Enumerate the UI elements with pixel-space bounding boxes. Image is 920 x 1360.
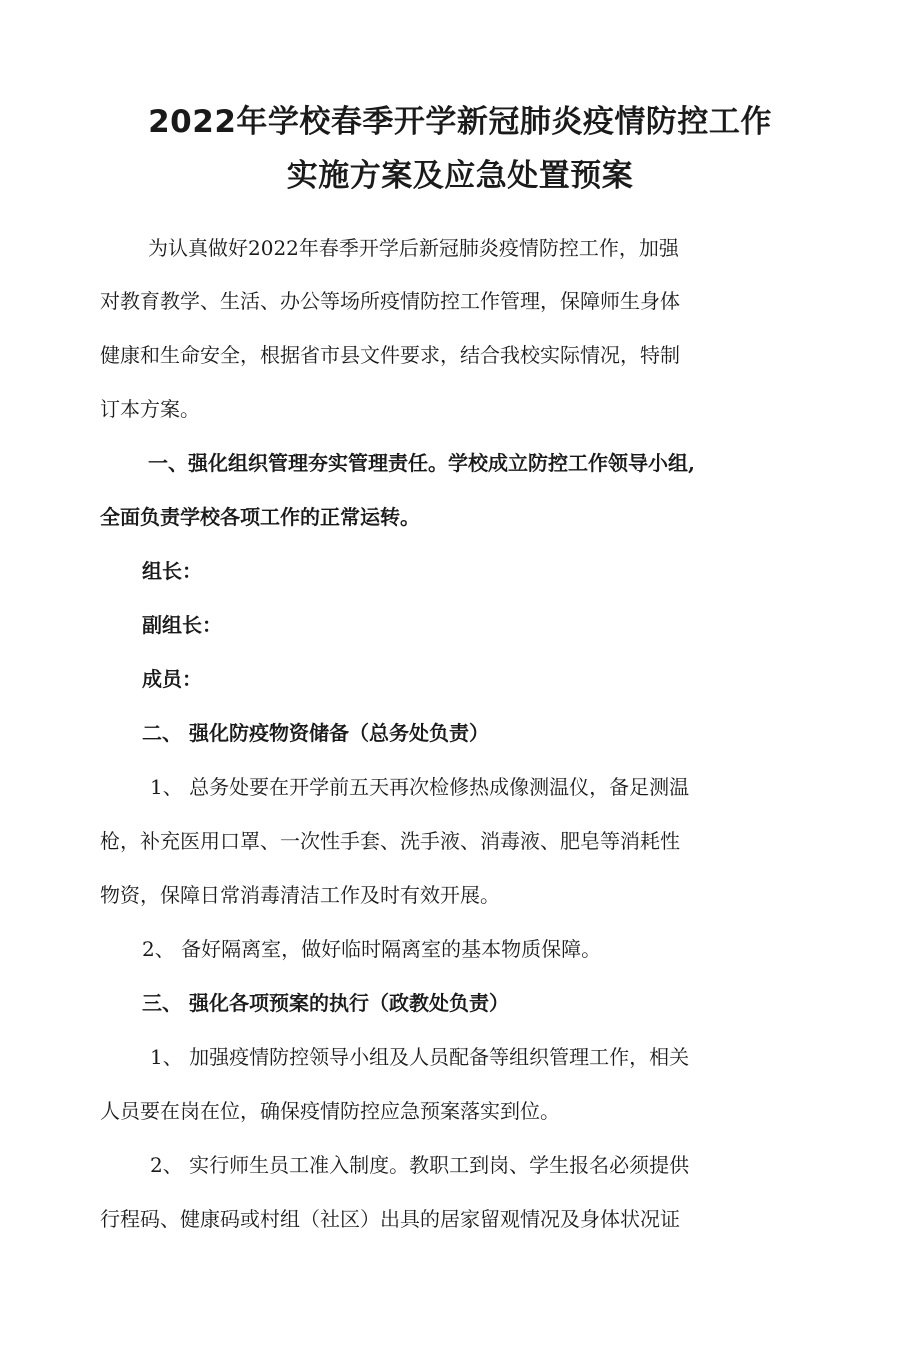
members-label: 成员：: [142, 667, 202, 691]
section3-item2-line-2: 行程码、健康码或村组（社区）出具的居家留观情况及身体状况证: [100, 1207, 680, 1231]
title-line-2: 实施方案及应急处置预案: [286, 158, 634, 194]
section2-item2: 2、 备好隔离室，做好临时隔离室的基本物质保障。: [142, 937, 602, 961]
group-leader-label: 组长：: [142, 559, 202, 583]
section2-heading: 二、 强化防疫物资储备（总务处负责）: [142, 721, 489, 745]
section2-item1-line-2: 枪，补充医用口罩、一次性手套、洗手液、消毒液、肥皂等消耗性: [100, 829, 680, 853]
section1-heading-line-1: 一、强化组织管理夯实管理责任。学校成立防控工作领导小组,: [148, 451, 695, 475]
intro-line-2: 对教育教学、生活、办公等场所疫情防控工作管理，保障师生身体: [100, 289, 680, 313]
intro-line-1: 为认真做好2022年春季开学后新冠肺炎疫情防控工作，加强: [148, 236, 679, 260]
title-line-1: 2022年学校春季开学新冠肺炎疫情防控工作: [148, 104, 772, 140]
section3-item1-line-2: 人员要在岗在位，确保疫情防控应急预案落实到位。: [100, 1099, 560, 1123]
section3-item2-line-1: 2、 实行师生员工准入制度。教职工到岗、学生报名必须提供: [150, 1153, 690, 1177]
section1-heading-line-2: 全面负责学校各项工作的正常运转。: [100, 505, 420, 529]
intro-line-4: 订本方案。: [100, 397, 200, 421]
section2-item1-line-3: 物资，保障日常消毒清洁工作及时有效开展。: [100, 883, 500, 907]
intro-line-3: 健康和生命安全，根据省市县文件要求，结合我校实际情况，特制: [100, 343, 680, 367]
section2-item1-line-1: 1、 总务处要在开学前五天再次检修热成像测温仪，备足测温: [150, 775, 690, 799]
deputy-leader-label: 副组长：: [142, 613, 222, 637]
section3-heading: 三、 强化各项预案的执行（政教处负责）: [142, 991, 509, 1015]
section3-item1-line-1: 1、 加强疫情防控领导小组及人员配备等组织管理工作，相关: [150, 1045, 690, 1069]
